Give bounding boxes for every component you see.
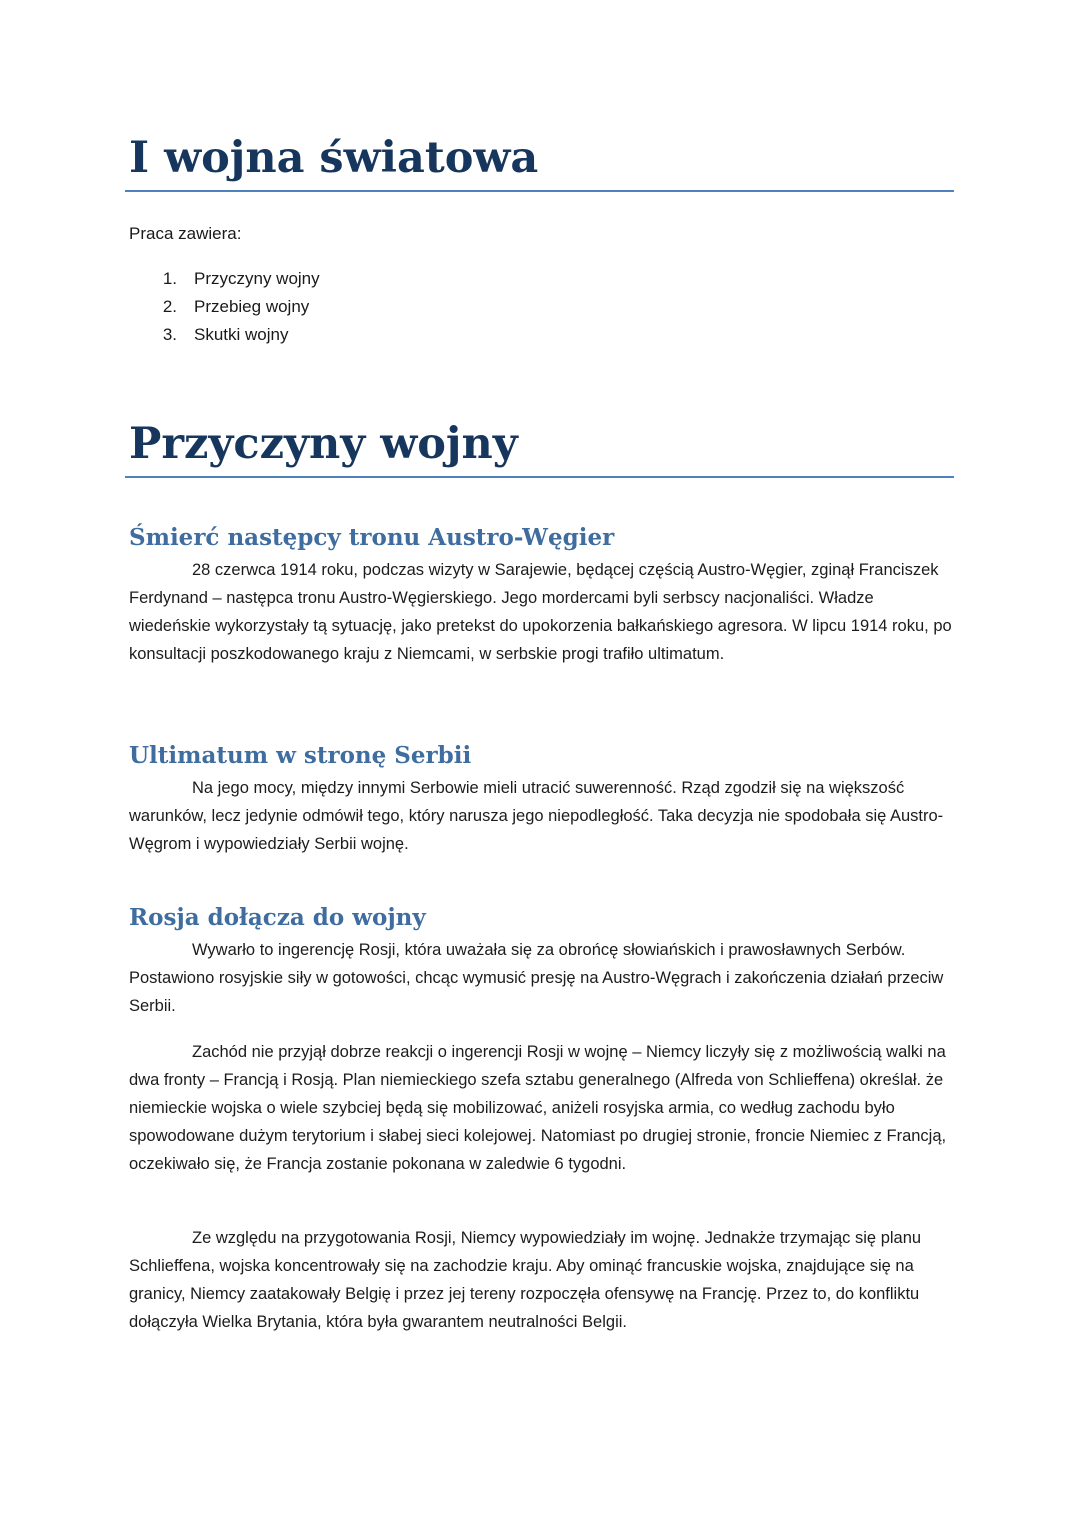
- paragraph: 28 czerwca 1914 roku, podczas wizyty w Sarajewie, będącej częścią Austro-Węgier, zginął Franciszek Ferdynand – następca tronu Austro-Węgierskiego. Jego mordercami byli serbscy nacjonaliści. Władze wiedeńskie wykorzystały tą sytuację, jako pretekst do upokorzenia bałkańskiego agresora. W lipcu 1914 roku, po konsultacji poszkodowanego kraju z Niemcami, w serbskie progi trafiło ultimatum.: [129, 561, 952, 663]
- paragraph: Na jego mocy, między innymi Serbowie mieli utracić suwerenność. Rząd zgodził się na większość warunków, lecz jedynie odmówił tego, który narusza jego niepodległość. Taka decyzja nie spodobała się Austro-Węgrom i wypowiedziały Serbii wojnę.: [129, 779, 944, 853]
- list-label: Przebieg wojny: [194, 297, 310, 316]
- subsection-heading: Śmierć następcy tronu Austro-Węgier: [129, 524, 615, 551]
- section-title-underline: [125, 476, 954, 478]
- list-item: [129, 265, 320, 293]
- list-item: [129, 321, 320, 349]
- paragraph: Wywarło to ingerencję Rosji, która uważała się za obrońcę słowiańskich i prawosławnych Serbów. Postawiono rosyjskie siły w gotowości, chcąc wymusić presję na Austro-Węgrach i zakończenia działań przeciw Serbii.: [129, 941, 944, 1015]
- list-item: [129, 293, 320, 321]
- subsection-heading: Ultimatum w stronę Serbii: [129, 742, 472, 769]
- paragraph: Zachód nie przyjął dobrze reakcji o ingerencji Rosji w wojnę – Niemcy liczyły się z możliwością walki na dwa fronty – Francją i Rosją. Plan niemieckiego szefa sztabu generalnego (Alfreda von Schlieffena) określał. że niemieckie wojska o wiele szybciej będą się mobilizować, aniżeli rosyjska armia, co według zachodu było spowodowane dużym terytorium i słabej sieci kolejowej. Natomiast po drugiej stronie, froncie Niemiec z Francją, oczekiwało się, że Francja zostanie pokonana w zaledwie 6 tygodni.: [129, 1043, 947, 1173]
- contents-list: [129, 265, 320, 349]
- paragraph: Ze względu na przygotowania Rosji, Niemcy wypowiedziały im wojnę. Jednakże trzymając się planu Schlieffena, wojska koncentrowały się na zachodzie kraju. Aby ominąć francuskie wojska, znajdujące się na granicy, Niemcy zaatakowały Belgię i przez jej tereny rozpoczęła ofensywę na Francję. Przez to, do konfliktu dołączyła Wielka Brytania, która była gwarantem neutralności Belgii.: [129, 1229, 922, 1331]
- list-number: 1.: [162, 269, 177, 288]
- list-number: 2.: [162, 297, 177, 316]
- intro-text: Praca zawiera:: [129, 224, 242, 243]
- title-underline: [125, 190, 954, 192]
- section-title: Przyczyny wojny: [129, 419, 518, 469]
- subsection-heading: Rosja dołącza do wojny: [129, 904, 426, 931]
- document-title: I wojna światowa: [129, 133, 539, 183]
- list-number: 3.: [162, 325, 177, 344]
- list-label: Skutki wojny: [194, 325, 289, 344]
- list-label: Przyczyny wojny: [194, 269, 320, 288]
